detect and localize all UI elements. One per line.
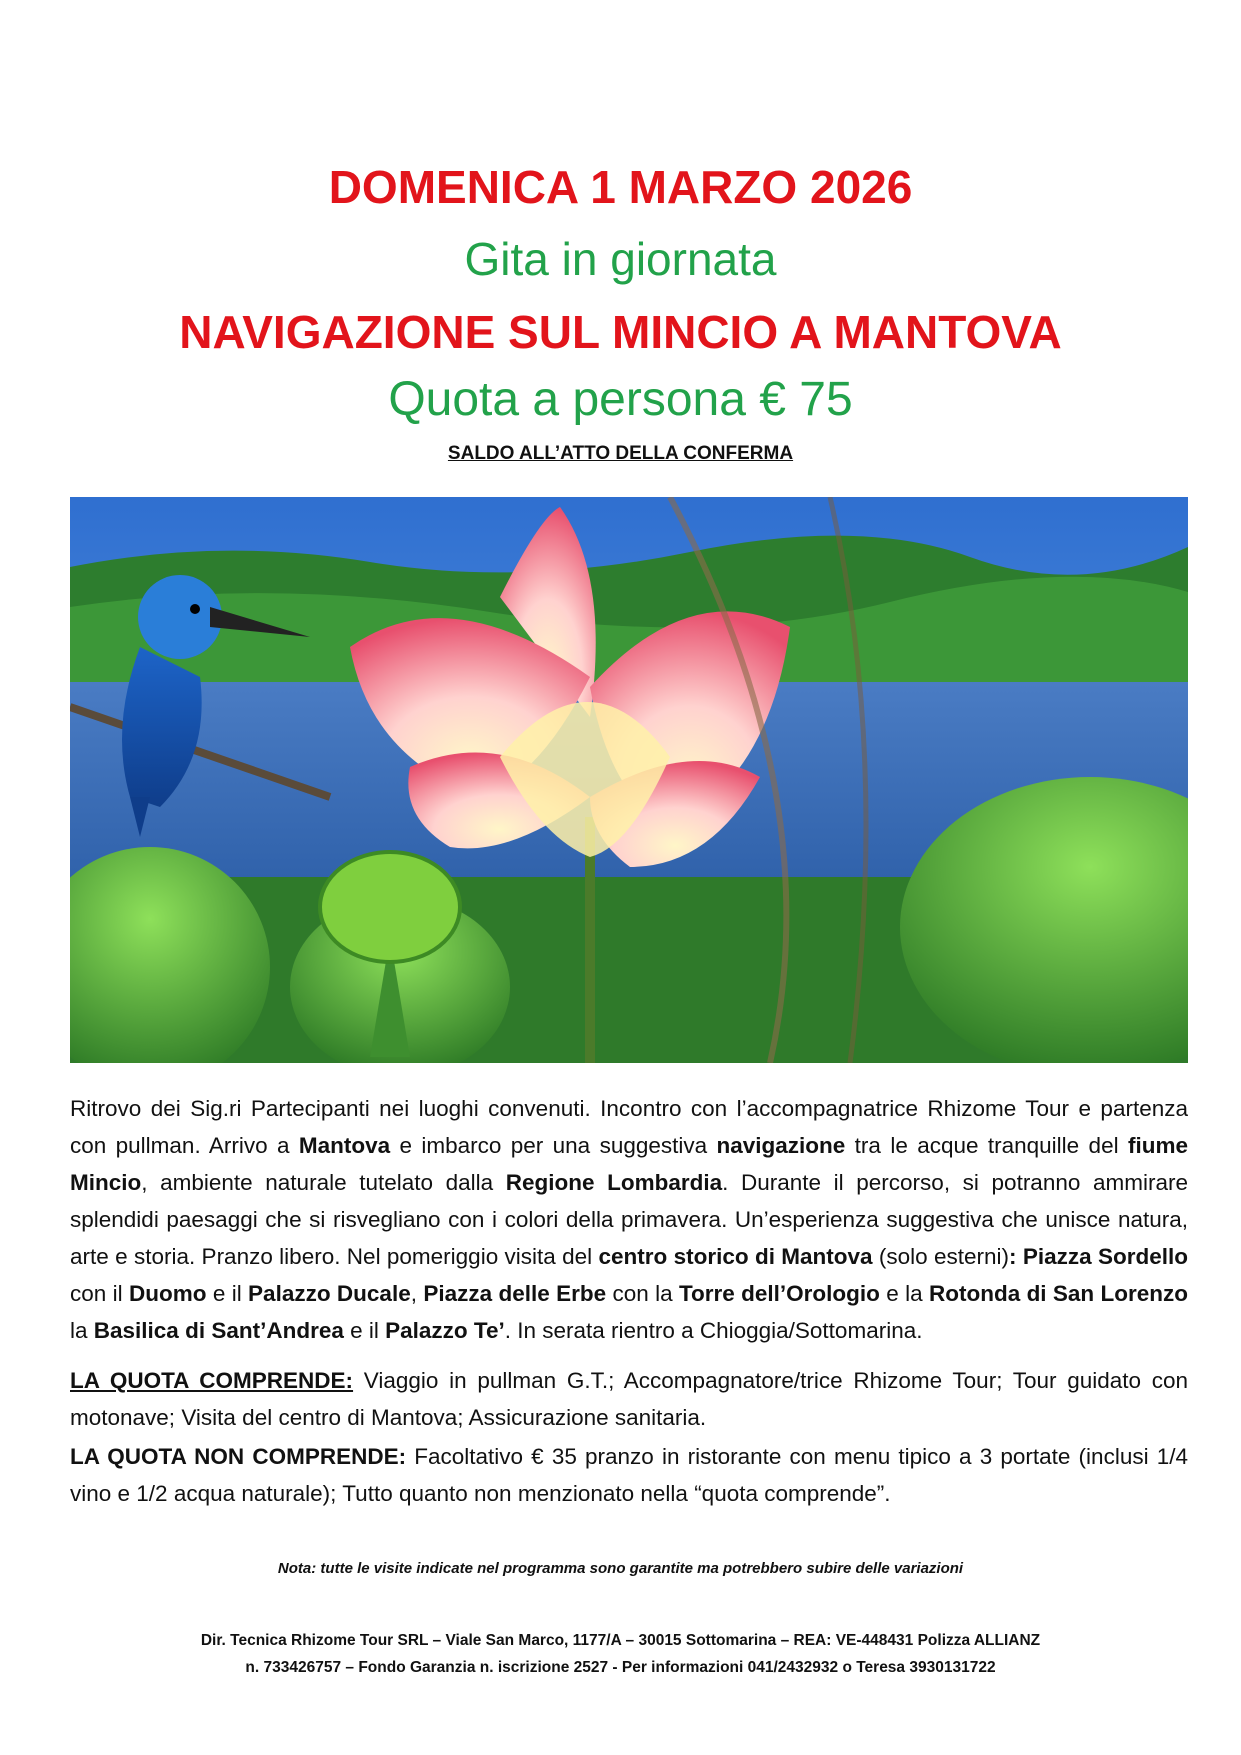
- program-text: tra le acque tranquille del: [845, 1133, 1128, 1158]
- kingfisher-head: [138, 575, 222, 659]
- program-text: e la: [879, 1281, 929, 1306]
- lotus-flower-kingfisher-photo: [70, 497, 1188, 1063]
- seed-pod: [320, 852, 460, 962]
- footer-line-2: n. 733426757 – Fondo Garanzia n. iscrizione 2527 - Per informazioni 041/2432932 o Teresa 3930131722: [245, 1659, 996, 1676]
- excludes-section: [70, 1438, 1188, 1512]
- excludes-label: LA QUOTA NON COMPRENDE:: [70, 1444, 407, 1469]
- program-highlight: Palazzo Ducale: [248, 1281, 411, 1306]
- program-highlight: navigazione: [716, 1133, 846, 1158]
- event-price: Quota a persona € 75: [388, 373, 853, 426]
- program-highlight: Basilica di Sant’Andrea: [93, 1318, 344, 1343]
- program-text: ,: [410, 1281, 424, 1306]
- program-text: e il: [206, 1281, 249, 1306]
- program-text: , ambiente naturale tutelato dalla: [141, 1170, 506, 1195]
- program-highlight: : Piazza Sordello: [1009, 1244, 1188, 1269]
- program-text: (solo esterni): [872, 1244, 1010, 1269]
- program-text: . In serata rientro a Chioggia/Sottomarina.: [504, 1318, 923, 1343]
- includes-section: [70, 1362, 1188, 1436]
- program-text: e imbarco per una suggestiva: [390, 1133, 717, 1158]
- kingfisher-eye: [190, 604, 200, 614]
- disclaimer-note: Nota: tutte le visite indicate nel programma sono garantite ma potrebbero subire delle variazioni: [277, 1560, 964, 1577]
- payment-note-text: SALDO ALL’ATTO DELLA CONFERMA: [447, 443, 794, 464]
- event-title: NAVIGAZIONE SUL MINCIO A MANTOVA: [179, 306, 1062, 358]
- program-section: [70, 1090, 1188, 1512]
- program-highlight: Palazzo Te’: [385, 1318, 505, 1343]
- excludes-text: Facoltativo € 35 pranzo in ristorante con menu tipico a 3 portate (inclusi 1/4 vino e 1/2 acqua naturale); Tutto quanto non menzionato nella “quota comprende”.: [70, 1444, 1188, 1506]
- program-highlight: centro storico di Mantova: [598, 1244, 873, 1269]
- program-description: [70, 1090, 1188, 1349]
- footer-line-1: Dir. Tecnica Rhizome Tour SRL – Viale San Marco, 1177/A – 30015 Sottomarina – REA: VE-448431 Polizza ALLIANZ: [200, 1632, 1041, 1649]
- includes-text: Viaggio in pullman G.T.; Accompagnatore/trice Rhizome Tour; Tour guidato con motonave; Visita del centro di Mantova; Assicurazione sanitaria.: [70, 1368, 1188, 1430]
- payment-note: [0, 443, 1241, 465]
- program-highlight: Piazza delle Erbe: [423, 1281, 607, 1306]
- program-highlight: Rotonda di San Lorenzo: [928, 1281, 1189, 1306]
- program-text: Ritrovo dei Sig.ri Partecipanti nei luoghi convenuti. Incontro con l’accompagnatrice Rhizome Tour e partenza con pullman. Arrivo a: [70, 1096, 1188, 1158]
- program-text: con la: [606, 1281, 679, 1306]
- program-text: la: [70, 1318, 94, 1343]
- program-text: e il: [343, 1318, 386, 1343]
- program-highlight: Mantova: [298, 1133, 391, 1158]
- hero-illustration: [70, 497, 1188, 1063]
- program-text: con il: [70, 1281, 129, 1306]
- event-date: DOMENICA 1 MARZO 2026: [328, 161, 913, 213]
- event-subtitle: Gita in giornata: [464, 233, 777, 285]
- includes-label: LA QUOTA COMPRENDE:: [70, 1368, 354, 1393]
- program-highlight: fiume Mincio: [70, 1133, 1188, 1195]
- program-highlight: Torre dell’Orologio: [678, 1281, 880, 1306]
- program-text: . Durante il percorso, si potranno ammirare splendidi paesaggi che si risvegliano con i colori della primavera. Un’esperienza suggestiva che unisce natura, arte e storia. Pranzo libero. Nel pomeriggio visita del: [70, 1170, 1188, 1269]
- program-highlight: Duomo: [128, 1281, 207, 1306]
- program-highlight: Regione Lombardia: [505, 1170, 723, 1195]
